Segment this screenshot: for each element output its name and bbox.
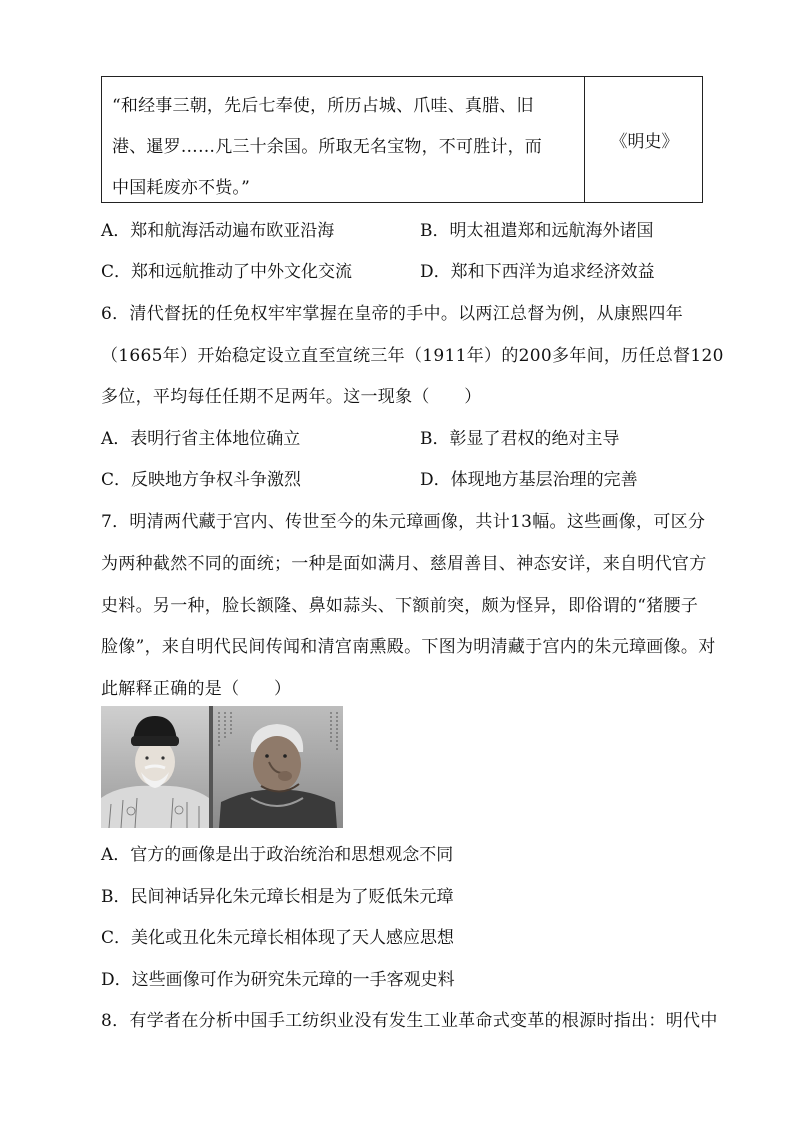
q6-stem-line: 6．清代督抚的任免权牢牢掌握在皇帝的手中。以两江总督为例，从康熙四年 bbox=[101, 304, 684, 324]
quote-cell bbox=[102, 77, 585, 202]
q7-stem-line: 为两种截然不同的面统；一种是面如满月、慈眉善目、神态安详，来自明代官方 bbox=[101, 554, 707, 574]
q7-stem-line: 史料。另一种，脸长额隆、鼻如蒜头、下额前突，颇为怪异，即俗谓的“猪腰子 bbox=[101, 596, 699, 616]
q7-option-c[interactable]: C．美化或丑化朱元璋长相体现了天人感应思想 bbox=[101, 928, 455, 948]
q6-option-c[interactable]: C．反映地方争权斗争激烈 bbox=[101, 470, 302, 490]
q6-option-d[interactable]: D．体现地方基层治理的完善 bbox=[420, 470, 638, 490]
q7-option-a[interactable]: A．官方的画像是出于政治统治和思想观念不同 bbox=[101, 845, 454, 865]
q7-stem-line: 此解释正确的是（ ） bbox=[101, 679, 292, 699]
quote-table bbox=[101, 76, 703, 203]
quote-line: 中国耗废亦不赀。” bbox=[112, 178, 250, 198]
q6-option-b[interactable]: B．彰显了君权的绝对主导 bbox=[420, 429, 620, 449]
q7-option-d[interactable]: D．这些画像可作为研究朱元璋的一手客观史料 bbox=[101, 970, 455, 990]
q7-stem-line: 7．明清两代藏于宫内、传世至今的朱元璋画像，共计13幅。这些画像，可区分 bbox=[101, 512, 706, 532]
q5-option-c[interactable]: C．郑和远航推动了中外文化交流 bbox=[101, 262, 353, 282]
q5-option-d[interactable]: D．郑和下西洋为追求经济效益 bbox=[420, 262, 655, 282]
zhu-yuanzhang-portraits-image bbox=[101, 706, 343, 828]
official-portrait bbox=[101, 706, 209, 828]
quote-line: 港、暹罗……凡三十余国。所取无名宝物，不可胜计，而 bbox=[112, 137, 542, 157]
q6-option-a[interactable]: A．表明行省主体地位确立 bbox=[101, 429, 301, 449]
quote-line: “和经事三朝，先后七奉使，所历占城、爪哇、真腊、旧 bbox=[112, 96, 534, 116]
source-cell: 《明史》 bbox=[610, 132, 679, 152]
q7-stem-line: 脸像”，来自明代民间传闻和清宫南熏殿。下图为明清藏于宫内的朱元璋画像。对 bbox=[101, 637, 716, 657]
q6-stem-line: 多位，平均每任任期不足两年。这一现象（ ） bbox=[101, 387, 482, 407]
folk-portrait bbox=[213, 706, 343, 828]
q8-stem-line: 8．有学者在分析中国手工纺织业没有发生工业革命式变革的根源时指出：明代中 bbox=[101, 1011, 718, 1031]
q7-option-b[interactable]: B．民间神话异化朱元璋长相是为了贬低朱元璋 bbox=[101, 887, 454, 907]
q5-option-b[interactable]: B．明太祖遣郑和远航海外诸国 bbox=[420, 221, 654, 241]
q5-option-a[interactable]: A．郑和航海活动遍布欧亚沿海 bbox=[101, 221, 335, 241]
q6-stem-line: （1665年）开始稳定设立直至宣统三年（1911年）的200多年间，历任总督120 bbox=[101, 346, 724, 366]
